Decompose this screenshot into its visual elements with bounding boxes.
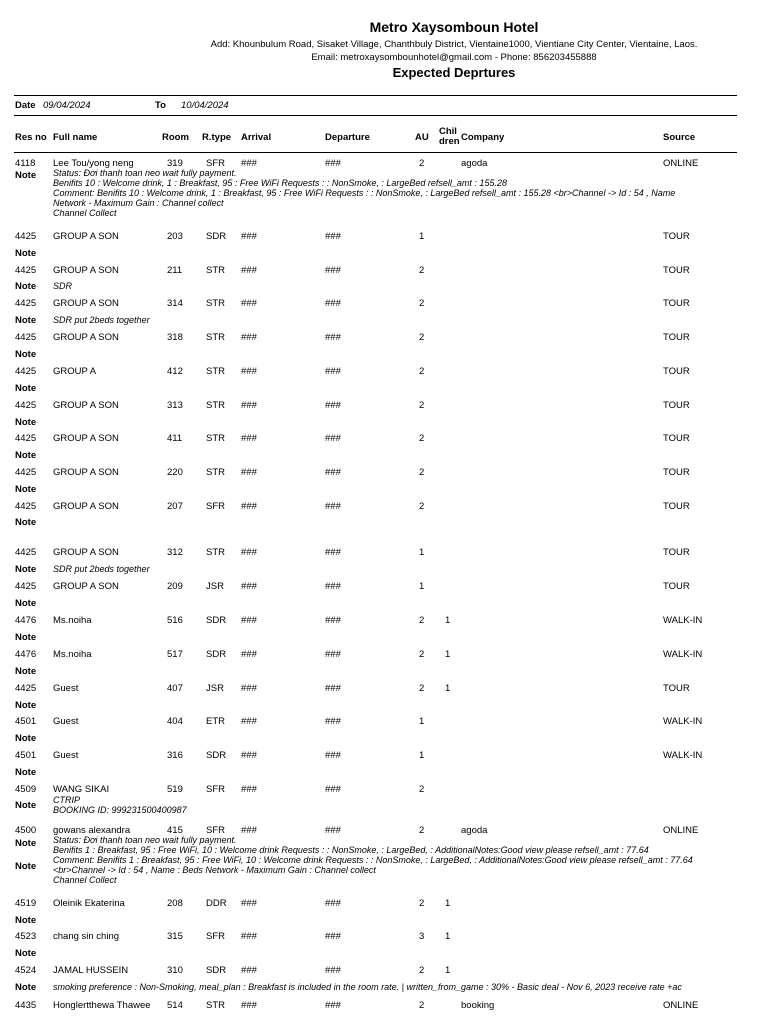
note-line: Status: Đơi thanh toan neo wait fully payment. bbox=[53, 835, 237, 845]
cell-room: 415 bbox=[167, 825, 183, 836]
cell-room-type: JSR bbox=[206, 683, 224, 694]
cell-room-type: STR bbox=[206, 265, 225, 276]
header-divider bbox=[14, 152, 737, 153]
note-line: Comment: Benifits 10 : Welcome drink, 1 : Breakfast, 95 : Free WiFi Requests : : NonSmoke, : LargeBed refsell_amt : 155.28 <br>Channel -> Id : 54 , Name bbox=[53, 188, 676, 198]
cell-arrival: ### bbox=[241, 366, 257, 377]
cell-room: 514 bbox=[167, 1000, 183, 1011]
cell-company: agoda bbox=[461, 825, 488, 836]
cell-room: 314 bbox=[167, 298, 183, 309]
cell-room-type: SFR bbox=[206, 825, 225, 836]
note-label: Note bbox=[15, 349, 37, 360]
hotel-address: Add: Khounbulum Road, Sisaket Village, Chanthbuly District, Vientaine1000, Vientiane City Center, Vientaine, Laos. bbox=[210, 39, 698, 50]
cell-full-name: GROUP A SON bbox=[53, 547, 119, 558]
cell-res-no: 4425 bbox=[15, 298, 37, 309]
cell-res-no: 4524 bbox=[15, 965, 37, 976]
cell-arrival: ### bbox=[241, 332, 257, 343]
note-label: Note bbox=[15, 915, 37, 926]
cell-res-no: 4425 bbox=[15, 231, 37, 242]
cell-departure: ### bbox=[325, 547, 341, 558]
note-text bbox=[53, 835, 743, 885]
note-line: Network - Maximum Gain : Channel collect bbox=[53, 198, 224, 208]
cell-full-name: GROUP A SON bbox=[53, 298, 119, 309]
note-line: Benifits 10 : Welcome drink, 1 : Breakfast, 95 : Free WiFi Requests : : NonSmoke, : LargeBed refsell_amt : 155.28 bbox=[53, 178, 507, 188]
cell-source: TOUR bbox=[663, 547, 690, 558]
note-line: Status: Đơi thanh toan neo wait fully payment. bbox=[53, 168, 237, 178]
top-divider bbox=[14, 95, 737, 96]
cell-adults: 2 bbox=[419, 366, 425, 377]
cell-room: 519 bbox=[167, 784, 183, 795]
cell-res-no: 4425 bbox=[15, 366, 37, 377]
col-room: Room bbox=[162, 132, 189, 143]
cell-children: 1 bbox=[445, 931, 451, 942]
col-company: Company bbox=[461, 132, 505, 143]
col-au: AU bbox=[415, 132, 429, 143]
note-line: SDR put 2beds together bbox=[53, 315, 150, 325]
cell-full-name: Ms.noiha bbox=[53, 615, 92, 626]
cell-company: agoda bbox=[461, 158, 488, 169]
cell-source: TOUR bbox=[663, 581, 690, 592]
cell-res-no: 4425 bbox=[15, 332, 37, 343]
report-title: Expected Deprtures bbox=[392, 65, 516, 80]
note-line: Channel Collect bbox=[53, 208, 117, 218]
cell-full-name: GROUP A bbox=[53, 366, 97, 377]
cell-arrival: ### bbox=[241, 547, 257, 558]
cell-source: TOUR bbox=[663, 366, 690, 377]
cell-arrival: ### bbox=[241, 615, 257, 626]
note-line: SDR bbox=[53, 281, 73, 291]
cell-arrival: ### bbox=[241, 683, 257, 694]
cell-departure: ### bbox=[325, 965, 341, 976]
cell-full-name: chang sin ching bbox=[53, 931, 120, 942]
cell-departure: ### bbox=[325, 265, 341, 276]
cell-adults: 1 bbox=[419, 716, 425, 727]
cell-arrival: ### bbox=[241, 931, 257, 942]
date-from-value: 09/04/2024 bbox=[43, 100, 91, 111]
cell-room: 318 bbox=[167, 332, 183, 343]
cell-departure: ### bbox=[325, 366, 341, 377]
cell-company: booking bbox=[461, 1000, 495, 1011]
cell-adults: 2 bbox=[419, 1000, 425, 1011]
note-label: Note bbox=[15, 838, 37, 849]
cell-full-name: Oleinik Ekaterina bbox=[53, 898, 125, 909]
cell-room: 220 bbox=[167, 467, 183, 478]
cell-source: TOUR bbox=[663, 332, 690, 343]
cell-res-no: 4425 bbox=[15, 683, 37, 694]
note-line: BOOKING ID: 999231500400987 bbox=[53, 805, 187, 815]
cell-adults: 2 bbox=[419, 615, 425, 626]
cell-room-type: STR bbox=[206, 1000, 225, 1011]
cell-adults: 2 bbox=[419, 332, 425, 343]
note-label: Note bbox=[15, 982, 37, 993]
cell-full-name: Guest bbox=[53, 716, 79, 727]
cell-room-type: STR bbox=[206, 366, 225, 377]
col-children bbox=[439, 127, 460, 147]
note-line: CTRIP bbox=[53, 795, 80, 805]
cell-departure: ### bbox=[325, 825, 341, 836]
date-to-value: 10/04/2024 bbox=[181, 100, 229, 111]
cell-source: TOUR bbox=[663, 400, 690, 411]
cell-res-no: 4118 bbox=[15, 158, 36, 169]
hotel-contact: Email: metroxaysombounhotel@gmail.com - Phone: 856203455888 bbox=[311, 52, 597, 63]
note-label: Note bbox=[15, 733, 37, 744]
cell-departure: ### bbox=[325, 784, 341, 795]
cell-full-name: Guest bbox=[53, 750, 79, 761]
cell-arrival: ### bbox=[241, 649, 257, 660]
cell-res-no: 4501 bbox=[15, 750, 37, 761]
cell-arrival: ### bbox=[241, 750, 257, 761]
cell-room-type: SDR bbox=[206, 649, 227, 660]
cell-departure: ### bbox=[325, 298, 341, 309]
cell-adults: 2 bbox=[419, 400, 425, 411]
cell-room-type: SDR bbox=[206, 750, 227, 761]
cell-room: 208 bbox=[167, 898, 183, 909]
cell-room: 316 bbox=[167, 750, 183, 761]
cell-room-type: STR bbox=[206, 298, 225, 309]
cell-children: 1 bbox=[445, 965, 451, 976]
cell-full-name: GROUP A SON bbox=[53, 501, 119, 512]
cell-full-name: JAMAL HUSSEIN bbox=[53, 965, 129, 976]
col-full-name: Full name bbox=[53, 132, 98, 143]
note-label: Note bbox=[15, 666, 37, 677]
col-source: Source bbox=[663, 132, 696, 143]
cell-room-type: STR bbox=[206, 547, 225, 558]
cell-room: 407 bbox=[167, 683, 183, 694]
cell-room: 516 bbox=[167, 615, 183, 626]
cell-departure: ### bbox=[325, 501, 341, 512]
note-label: Note bbox=[15, 383, 37, 394]
cell-arrival: ### bbox=[241, 400, 257, 411]
cell-arrival: ### bbox=[241, 784, 257, 795]
cell-adults: 2 bbox=[419, 467, 425, 478]
cell-full-name: gowans alexandra bbox=[53, 825, 131, 836]
note-label: Note bbox=[15, 281, 37, 292]
cell-res-no: 4425 bbox=[15, 400, 37, 411]
note-label: Note bbox=[15, 484, 37, 495]
col-res-no: Res no bbox=[15, 132, 47, 143]
cell-children: 1 bbox=[445, 683, 451, 694]
note-line: <br>Channel -> Id : 54 , Name : Beds Network - Maximum Gain : Channel collect bbox=[53, 865, 376, 875]
cell-res-no: 4501 bbox=[15, 716, 37, 727]
cell-arrival: ### bbox=[241, 433, 257, 444]
cell-source: TOUR bbox=[663, 683, 690, 694]
cell-departure: ### bbox=[325, 433, 341, 444]
cell-res-no: 4425 bbox=[15, 547, 37, 558]
cell-source: TOUR bbox=[663, 501, 690, 512]
cell-adults: 1 bbox=[419, 581, 425, 592]
cell-departure: ### bbox=[325, 750, 341, 761]
cell-arrival: ### bbox=[241, 158, 257, 169]
cell-departure: ### bbox=[325, 400, 341, 411]
cell-source: ONLINE bbox=[663, 158, 699, 169]
cell-children: 1 bbox=[445, 649, 451, 660]
cell-arrival: ### bbox=[241, 467, 257, 478]
col-departure: Departure bbox=[325, 132, 370, 143]
note-label: Note bbox=[15, 861, 37, 872]
cell-room-type: SFR bbox=[206, 931, 225, 942]
cell-res-no: 4500 bbox=[15, 825, 37, 836]
cell-res-no: 4476 bbox=[15, 615, 37, 626]
cell-adults: 2 bbox=[419, 265, 425, 276]
cell-full-name: GROUP A SON bbox=[53, 467, 119, 478]
cell-adults: 2 bbox=[419, 501, 425, 512]
cell-room: 412 bbox=[167, 366, 183, 377]
col-children-line1: Chil bbox=[439, 126, 457, 137]
note-label: Note bbox=[15, 417, 37, 428]
cell-source: WALK-IN bbox=[663, 615, 703, 626]
cell-arrival: ### bbox=[241, 298, 257, 309]
cell-departure: ### bbox=[325, 615, 341, 626]
cell-arrival: ### bbox=[241, 965, 257, 976]
cell-res-no: 4476 bbox=[15, 649, 37, 660]
cell-full-name: Honglertthewa Thawee bbox=[53, 1000, 151, 1011]
cell-room-type: SFR bbox=[206, 501, 225, 512]
cell-res-no: 4509 bbox=[15, 784, 37, 795]
cell-arrival: ### bbox=[241, 898, 257, 909]
cell-room-type: STR bbox=[206, 433, 225, 444]
col-arrival: Arrival bbox=[241, 132, 272, 143]
cell-source: WALK-IN bbox=[663, 716, 703, 727]
cell-departure: ### bbox=[325, 716, 341, 727]
cell-full-name: GROUP A SON bbox=[53, 400, 119, 411]
cell-adults: 2 bbox=[419, 825, 425, 836]
cell-adults: 2 bbox=[419, 158, 425, 169]
note-label: Note bbox=[15, 800, 37, 811]
cell-room: 207 bbox=[167, 501, 183, 512]
cell-room: 404 bbox=[167, 716, 183, 727]
cell-room-type: STR bbox=[206, 467, 225, 478]
cell-room-type: JSR bbox=[206, 581, 224, 592]
cell-res-no: 4523 bbox=[15, 931, 37, 942]
cell-res-no: 4425 bbox=[15, 433, 37, 444]
cell-room-type: SFR bbox=[206, 158, 225, 169]
cell-arrival: ### bbox=[241, 716, 257, 727]
cell-room: 203 bbox=[167, 231, 183, 242]
note-label: Note bbox=[15, 517, 37, 528]
cell-departure: ### bbox=[325, 332, 341, 343]
note-line: Benifits 1 : Breakfast, 95 : Free WiFi, 10 : Welcome drink Requests : : NonSmoke, : LargeBed, : AdditionalNotes:Good view please refsell_amt : 77.64 bbox=[53, 845, 649, 855]
cell-room: 312 bbox=[167, 547, 183, 558]
cell-room: 209 bbox=[167, 581, 183, 592]
cell-adults: 2 bbox=[419, 965, 425, 976]
cell-arrival: ### bbox=[241, 825, 257, 836]
cell-adults: 2 bbox=[419, 784, 425, 795]
cell-room-type: STR bbox=[206, 332, 225, 343]
cell-room-type: DDR bbox=[206, 898, 227, 909]
cell-full-name: GROUP A SON bbox=[53, 265, 119, 276]
note-text bbox=[53, 168, 743, 218]
cell-adults: 1 bbox=[419, 231, 425, 242]
cell-room-type: ETR bbox=[206, 716, 225, 727]
cell-full-name: WANG SIKAI bbox=[53, 784, 110, 795]
cell-room: 315 bbox=[167, 931, 183, 942]
cell-adults: 2 bbox=[419, 433, 425, 444]
note-label: Note bbox=[15, 315, 37, 326]
cell-departure: ### bbox=[325, 158, 341, 169]
note-text bbox=[53, 982, 743, 992]
cell-adults: 1 bbox=[419, 547, 425, 558]
cell-children: 1 bbox=[445, 898, 451, 909]
cell-departure: ### bbox=[325, 581, 341, 592]
note-label: Note bbox=[15, 248, 37, 259]
cell-source: TOUR bbox=[663, 467, 690, 478]
note-label: Note bbox=[15, 700, 37, 711]
cell-source: ONLINE bbox=[663, 1000, 699, 1011]
note-label: Note bbox=[15, 598, 37, 609]
cell-full-name: GROUP A SON bbox=[53, 231, 119, 242]
cell-adults: 3 bbox=[419, 931, 425, 942]
cell-adults: 2 bbox=[419, 298, 425, 309]
cell-children: 1 bbox=[445, 615, 451, 626]
cell-adults: 2 bbox=[419, 898, 425, 909]
cell-res-no: 4435 bbox=[15, 1000, 37, 1011]
cell-source: TOUR bbox=[663, 433, 690, 444]
to-label: To bbox=[155, 100, 166, 111]
cell-departure: ### bbox=[325, 231, 341, 242]
cell-res-no: 4425 bbox=[15, 467, 37, 478]
cell-source: TOUR bbox=[663, 298, 690, 309]
note-text bbox=[53, 564, 743, 574]
cell-room: 517 bbox=[167, 649, 183, 660]
note-label: Note bbox=[15, 632, 37, 643]
cell-arrival: ### bbox=[241, 265, 257, 276]
cell-res-no: 4425 bbox=[15, 581, 37, 592]
cell-adults: 2 bbox=[419, 683, 425, 694]
col-rtype: R.type bbox=[202, 132, 232, 143]
cell-room: 310 bbox=[167, 965, 183, 976]
cell-source: ONLINE bbox=[663, 825, 699, 836]
note-label: Note bbox=[15, 170, 37, 181]
cell-res-no: 4425 bbox=[15, 265, 37, 276]
col-children-line2: dren bbox=[439, 136, 460, 147]
date-label: Date bbox=[15, 100, 36, 111]
note-line: Comment: Benifits 1 : Breakfast, 95 : Free WiFi, 10 : Welcome drink Requests : : NonSmoke, : LargeBed, : AdditionalNotes:Good view please refsell_amt : 77.64 bbox=[53, 855, 693, 865]
cell-full-name: GROUP A SON bbox=[53, 581, 119, 592]
cell-full-name: GROUP A SON bbox=[53, 332, 119, 343]
cell-source: WALK-IN bbox=[663, 750, 703, 761]
cell-full-name: Lee Tou/yong neng bbox=[53, 158, 134, 169]
cell-room: 211 bbox=[167, 265, 183, 276]
note-text bbox=[53, 281, 743, 291]
cell-full-name: Guest bbox=[53, 683, 79, 694]
cell-arrival: ### bbox=[241, 231, 257, 242]
cell-room-type: SFR bbox=[206, 784, 225, 795]
cell-room-type: SDR bbox=[206, 615, 227, 626]
cell-room-type: STR bbox=[206, 400, 225, 411]
cell-departure: ### bbox=[325, 898, 341, 909]
cell-arrival: ### bbox=[241, 581, 257, 592]
note-text bbox=[53, 795, 743, 815]
cell-room: 411 bbox=[167, 433, 183, 444]
note-label: Note bbox=[15, 564, 37, 575]
note-label: Note bbox=[15, 948, 37, 959]
cell-departure: ### bbox=[325, 467, 341, 478]
note-text bbox=[53, 315, 743, 325]
note-label: Note bbox=[15, 767, 37, 778]
cell-res-no: 4425 bbox=[15, 501, 37, 512]
cell-source: TOUR bbox=[663, 265, 690, 276]
cell-source: TOUR bbox=[663, 231, 690, 242]
cell-full-name: GROUP A SON bbox=[53, 433, 119, 444]
note-label: Note bbox=[15, 450, 37, 461]
cell-room: 313 bbox=[167, 400, 183, 411]
cell-departure: ### bbox=[325, 649, 341, 660]
cell-room-type: SDR bbox=[206, 231, 227, 242]
cell-adults: 2 bbox=[419, 649, 425, 660]
cell-departure: ### bbox=[325, 1000, 341, 1011]
cell-full-name: Ms.noiha bbox=[53, 649, 92, 660]
cell-res-no: 4519 bbox=[15, 898, 37, 909]
cell-departure: ### bbox=[325, 683, 341, 694]
hotel-name: Metro Xaysomboun Hotel bbox=[369, 19, 539, 35]
cell-adults: 1 bbox=[419, 750, 425, 761]
note-line: SDR put 2beds together bbox=[53, 564, 150, 574]
cell-departure: ### bbox=[325, 931, 341, 942]
cell-arrival: ### bbox=[241, 1000, 257, 1011]
cell-arrival: ### bbox=[241, 501, 257, 512]
filter-divider bbox=[14, 115, 737, 116]
cell-room-type: SDR bbox=[206, 965, 227, 976]
note-line: Channel Collect bbox=[53, 875, 117, 885]
cell-room: 319 bbox=[167, 158, 183, 169]
cell-source: WALK-IN bbox=[663, 649, 703, 660]
note-line: smoking preference : Non-Smoking, meal_plan : Breakfast is included in the room rate. | written_from_game : 30% - Basic deal - Nov 6, 2023 receive rate +ac bbox=[53, 982, 682, 992]
